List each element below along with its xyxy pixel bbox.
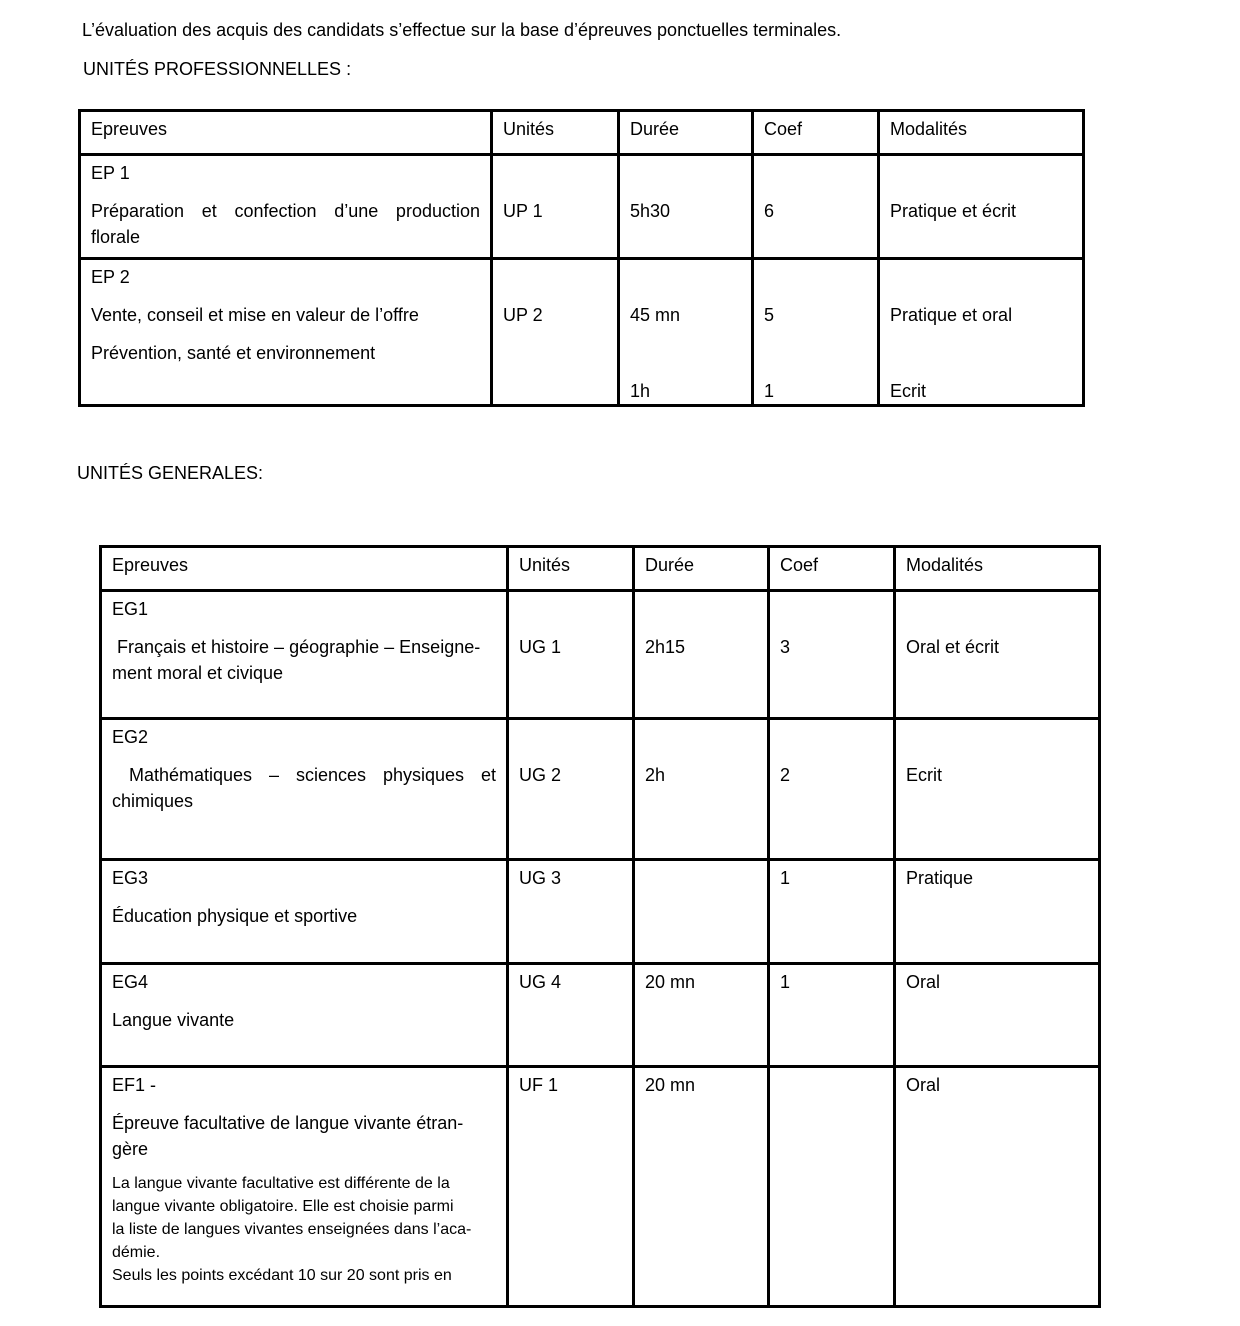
duration-value: 20 mn [645,972,696,992]
header-modalites: Modalités [879,111,1084,155]
header-coef: Coef [769,547,895,591]
coef-value: 5 [764,305,775,325]
duration-value: 20 mn [645,1075,696,1095]
coef-value-2: 1 [764,381,775,401]
duration-cell [634,719,769,860]
epreuve-code: EG3 [112,868,149,888]
duration-value: 5h30 [630,201,671,221]
duration-cell [619,155,753,259]
duration-cell [634,1067,769,1307]
epreuve-cell [101,719,508,860]
coef-value: 1 [780,868,791,888]
coef-value: 6 [764,201,775,221]
mode-value-2: Ecrit [890,381,926,401]
table-row [80,259,1084,406]
coef-value: 2 [780,765,791,785]
mode-value: Pratique et oral [890,305,1013,325]
mode-value: Oral [906,1075,941,1095]
epreuve-subtitle: Prévention, santé et environnement [91,343,376,363]
pro-units-heading: UNITÉS PROFESSIONNELLES : [83,59,352,79]
duration-value: 2h15 [645,637,686,657]
coef-cell [769,860,895,964]
coef-value: 1 [780,972,791,992]
unit-value: UG 3 [519,868,562,888]
mode-cell [895,964,1100,1067]
epreuve-note [112,1172,496,1287]
intro-text: L’évaluation des acquis des candidats s’effectue sur la base d’épreuves ponctuelles terminales. [82,20,842,40]
epreuve-title: Éducation physique et sportive [112,906,358,926]
table-row [80,155,1084,259]
table-row [101,719,1100,860]
header-unites: Unités [508,547,634,591]
table-row [101,860,1100,964]
unit-cell [508,964,634,1067]
unit-value: UG 4 [519,972,562,992]
mode-cell [879,155,1084,259]
note-line: la liste de langues vivantes enseignées dans l’aca- [112,1221,472,1238]
pro-units-table [78,109,1085,407]
coef-cell [753,259,879,406]
coef-cell [769,1067,895,1307]
mode-cell [895,591,1100,719]
unit-value: UF 1 [519,1075,559,1095]
unit-cell [492,259,619,406]
duration-value: 45 mn [630,305,681,325]
unit-cell [492,155,619,259]
mode-value: Pratique [906,868,974,888]
duration-cell [634,860,769,964]
coef-value: 3 [780,637,791,657]
table-header-row [101,547,1100,591]
table-header-row [80,111,1084,155]
epreuve-title-line-2: ment moral et civique [112,663,284,683]
coef-cell [769,591,895,719]
unit-cell [508,591,634,719]
unit-value: UG 1 [519,637,562,657]
duration-cell [619,259,753,406]
epreuve-title-line-1: Épreuve facultative de langue vivante étran- [112,1113,464,1133]
unit-cell [508,719,634,860]
coef-cell [769,719,895,860]
epreuve-code: EG4 [112,972,149,992]
mode-cell [895,719,1100,860]
note-line: Seuls les points excédant 10 sur 20 sont pris en [112,1267,452,1284]
epreuve-code: EF1 - [112,1075,157,1095]
epreuve-cell [101,591,508,719]
header-unites: Unités [492,111,619,155]
epreuve-cell [101,860,508,964]
epreuve-title-line-2: gère [112,1139,149,1159]
duration-cell [634,964,769,1067]
epreuve-title-line-1: Français et histoire – géographie – Enseigne- [112,637,481,657]
header-epreuves: Epreuves [101,547,508,591]
epreuve-cell [101,1067,508,1307]
header-modalites: Modalités [895,547,1100,591]
epreuve-cell [80,259,492,406]
general-units-heading: UNITÉS GENERALES: [77,463,264,483]
header-duree: Durée [619,111,753,155]
duration-value: 2h [645,765,666,785]
mode-cell [879,259,1084,406]
mode-value: Oral [906,972,941,992]
unit-value: UP 2 [503,305,543,325]
note-line: La langue vivante facultative est différente de la [112,1175,450,1192]
general-units-table [99,545,1101,1308]
table-row [101,591,1100,719]
duration-value-2: 1h [630,381,651,401]
epreuve-title: Préparation et confection d’une production florale [91,201,480,247]
duration-cell [634,591,769,719]
header-epreuves: Epreuves [80,111,492,155]
mode-value: Oral et écrit [906,637,1000,657]
epreuve-code: EG2 [112,727,149,747]
unit-cell [508,860,634,964]
unit-value: UG 2 [519,765,562,785]
mode-cell [895,1067,1100,1307]
epreuve-title: Langue vivante [112,1010,235,1030]
mode-cell [895,860,1100,964]
epreuve-title: Mathématiques – sciences physiques et chimiques [112,765,501,811]
epreuve-code: EP 1 [91,163,130,183]
epreuve-code: EG1 [112,599,149,619]
coef-cell [769,964,895,1067]
header-coef: Coef [753,111,879,155]
mode-value: Pratique et écrit [890,201,1017,221]
header-duree: Durée [634,547,769,591]
mode-value: Ecrit [906,765,942,785]
table-row [101,1067,1100,1307]
note-line: démie. [112,1244,161,1261]
epreuve-title: Vente, conseil et mise en valeur de l’offre [91,305,419,325]
coef-cell [753,155,879,259]
epreuve-cell [101,964,508,1067]
table-row [101,964,1100,1067]
epreuve-cell [80,155,492,259]
unit-value: UP 1 [503,201,543,221]
note-line: langue vivante obligatoire. Elle est choisie parmi [112,1198,454,1215]
epreuve-code: EP 2 [91,267,130,287]
unit-cell [508,1067,634,1307]
